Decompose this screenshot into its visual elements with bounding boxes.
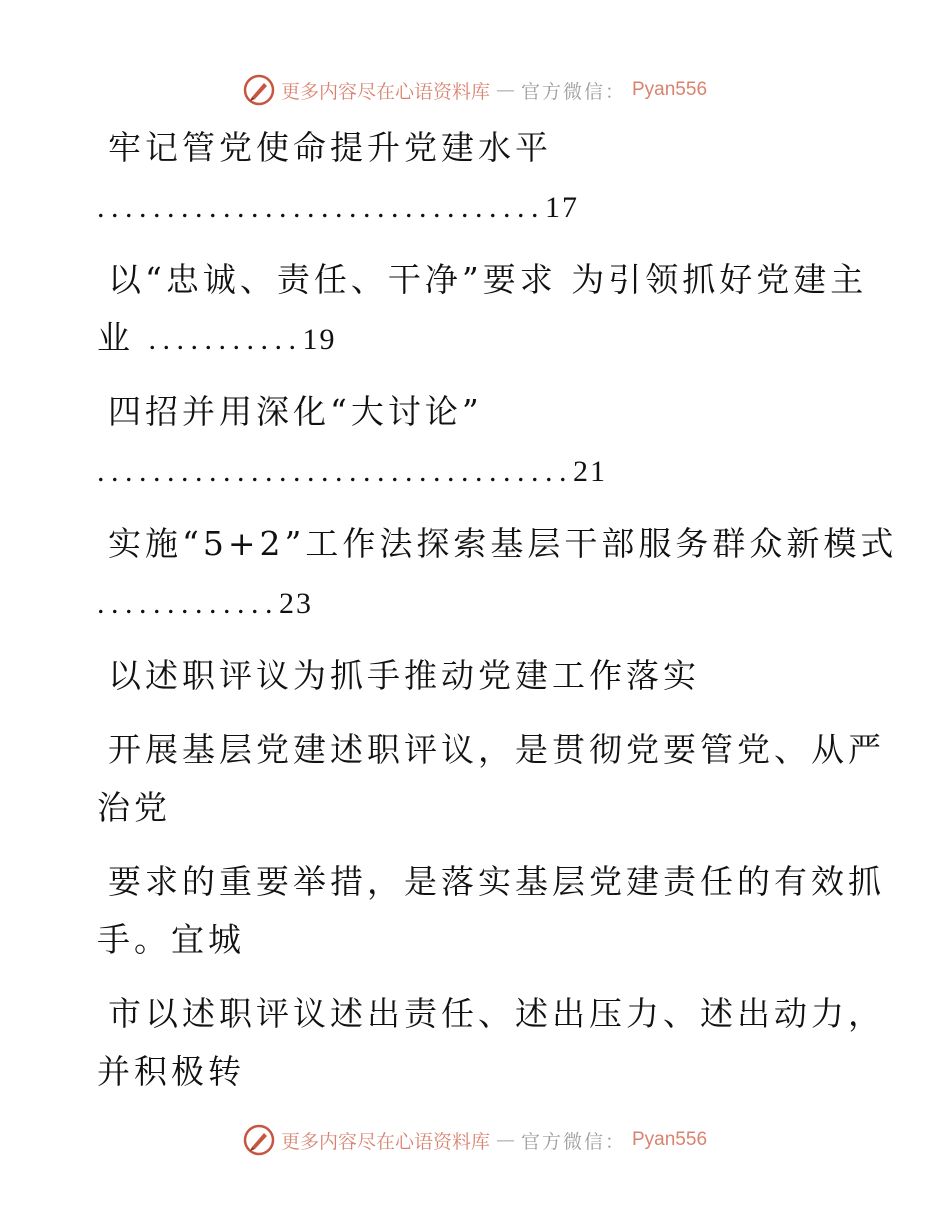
toc-entry-title: 四招并用深化“大讨论” [108,392,483,431]
toc-dot-leader: .................................. [97,455,573,488]
toc-entry-leader [97,186,579,228]
watermark-dash: — [495,1129,515,1151]
toc-entry-title-continuation: 业 [97,318,134,357]
toc-entry-title: 牢记管党使命提升党建水平 [108,128,552,167]
toc-entry-leader [97,318,337,360]
paragraph-line: 并积极转 [97,1052,245,1091]
watermark-footer [0,1120,950,1160]
toc-dot-leader: ............. [97,587,279,620]
watermark-wechat-id: Pyan556 [632,79,708,100]
toc-page-number: 23 [279,587,313,620]
watermark-secondary-text: 官方微信： [520,1130,626,1153]
paragraph-line: 治党 [97,788,171,827]
watermark-wechat-id: Pyan556 [632,1129,708,1150]
toc-dot-leader: ........... [148,323,303,356]
paragraph-line: 市以述职评议述出责任、述出压力、述出动力， [108,994,885,1033]
watermark-header [0,70,950,110]
watermark-secondary-text: 官方微信： [520,80,626,103]
watermark-dash: — [495,79,515,101]
toc-dot-leader: ................................ [97,191,545,224]
toc-entry-title: 以“忠诚、责任、干净”要求 为引领抓好党建主 [108,260,868,299]
watermark-main-text: 更多内容尽在心语资料库 [280,1130,490,1153]
pen-logo-icon [243,74,275,106]
toc-page-number: 17 [545,191,579,224]
toc-entry-leader [97,450,607,492]
toc-entry-leader [97,582,313,624]
watermark-main-text: 更多内容尽在心语资料库 [280,80,490,103]
paragraph-line: 要求的重要举措，是落实基层党建责任的有效抓 [108,862,885,901]
toc-entry-title: 实施“5+2”工作法探索基层干部服务群众新模式 [108,524,898,563]
paragraph-line: 开展基层党建述职评议，是贯彻党要管党、从严 [108,730,885,769]
toc-page-number: 21 [573,455,607,488]
pen-logo-icon [243,1124,275,1156]
paragraph-line: 手。宜城 [97,920,245,959]
toc-page-number: 19 [302,323,337,356]
section-heading: 以述职评议为抓手推动党建工作落实 [108,656,700,695]
